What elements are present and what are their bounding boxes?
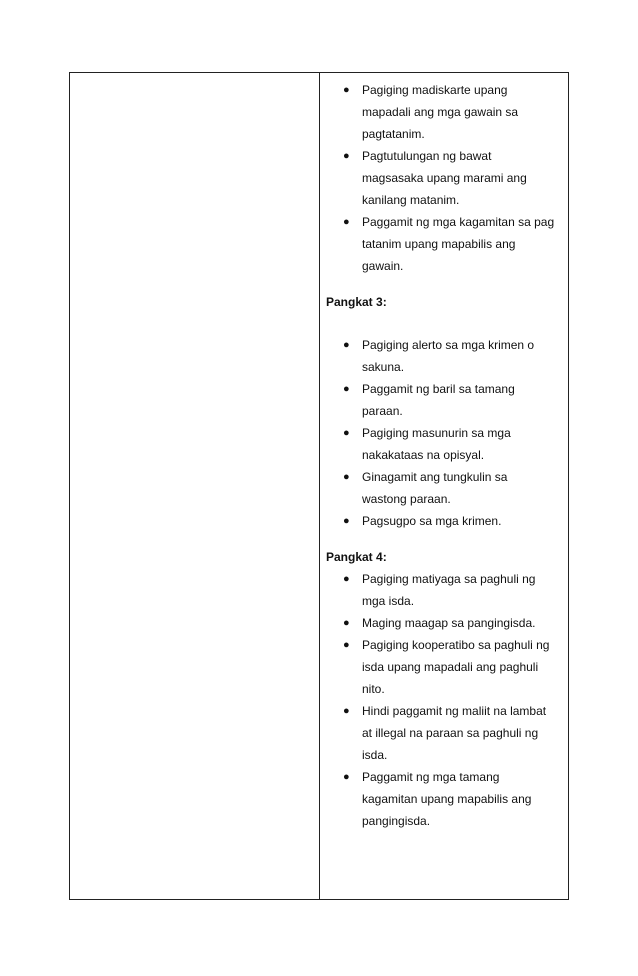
list-item-line: paraan. <box>362 404 403 418</box>
list-item-line: mapadali ang mga gawain sa <box>362 105 519 119</box>
list-item-line: Pagsugpo sa mga krimen. <box>362 514 502 528</box>
list-item-line: Hindi paggamit ng maliit na lambat <box>362 704 547 718</box>
list-item-line: sakuna. <box>362 360 405 374</box>
list-item-line: gawain. <box>362 259 404 273</box>
list-item-line: Paggamit ng mga kagamitan sa pag <box>362 215 555 229</box>
list-item <box>326 145 566 211</box>
bullet-icon: ● <box>343 573 350 585</box>
list-item-line: Pagtutulungan ng bawat <box>362 149 492 163</box>
bullet-icon: ● <box>343 515 350 527</box>
list-item-line: magsasaka upang marami ang <box>362 171 527 185</box>
list-item <box>326 568 566 612</box>
list-item <box>326 510 566 532</box>
list-item-line: Pagiging matiyaga sa paghuli ng <box>362 572 536 586</box>
list-item-line: mga isda. <box>362 594 415 608</box>
list-item <box>326 211 566 277</box>
bullet-icon: ● <box>343 383 350 395</box>
bullet-icon: ● <box>343 216 350 228</box>
group2-bullet-list <box>326 79 566 277</box>
right-column-content <box>326 79 566 832</box>
list-item <box>326 700 566 766</box>
bullet-icon: ● <box>343 150 350 162</box>
list-item-line: Paggamit ng mga tamang <box>362 770 500 784</box>
lesson-table <box>69 72 569 900</box>
bullet-icon: ● <box>343 617 350 629</box>
list-item-line: at illegal na paraan sa paghuli ng <box>362 726 539 740</box>
list-item-line: Pagiging masunurin sa mga <box>362 426 511 440</box>
bullet-icon: ● <box>343 427 350 439</box>
bullet-icon: ● <box>343 471 350 483</box>
list-item <box>326 466 566 510</box>
list-item-line: kanilang matanim. <box>362 193 460 207</box>
bullet-icon: ● <box>343 639 350 651</box>
list-item-line: Pagiging madiskarte upang <box>362 83 508 97</box>
list-item-line: Maging maagap sa pangingisda. <box>362 616 536 630</box>
list-item-line: Pagiging kooperatibo sa paghuli ng <box>362 638 550 652</box>
list-item-line: Pagiging alerto sa mga krimen o <box>362 338 535 352</box>
list-item-line: tatanim upang mapabilis ang <box>362 237 516 251</box>
bullet-icon: ● <box>343 84 350 96</box>
list-item <box>326 334 566 378</box>
group4-heading: Pangkat 4: <box>326 550 387 564</box>
list-item-line: isda upang mapadali ang paghuli <box>362 660 539 674</box>
list-item-line: Ginagamit ang tungkulin sa <box>362 470 508 484</box>
group3-heading: Pangkat 3: <box>326 295 387 309</box>
list-item-line: nakakataas na opisyal. <box>362 448 485 462</box>
bullet-icon: ● <box>343 339 350 351</box>
column-divider <box>319 73 320 899</box>
list-item-line: kagamitan upang mapabilis ang <box>362 792 532 806</box>
list-item-line: wastong paraan. <box>362 492 451 506</box>
list-item <box>326 79 566 145</box>
list-item-line: nito. <box>362 682 385 696</box>
list-item-line: Paggamit ng baril sa tamang <box>362 382 515 396</box>
list-item-line: isda. <box>362 748 388 762</box>
list-item <box>326 766 566 832</box>
list-item-line: pagtatanim. <box>362 127 425 141</box>
list-item <box>326 422 566 466</box>
group4-bullet-list <box>326 568 566 832</box>
list-item <box>326 634 566 700</box>
bullet-icon: ● <box>343 771 350 783</box>
list-item-line: pangingisda. <box>362 814 431 828</box>
bullet-icon: ● <box>343 705 350 717</box>
list-item <box>326 612 566 634</box>
list-item <box>326 378 566 422</box>
group3-bullet-list <box>326 334 566 532</box>
